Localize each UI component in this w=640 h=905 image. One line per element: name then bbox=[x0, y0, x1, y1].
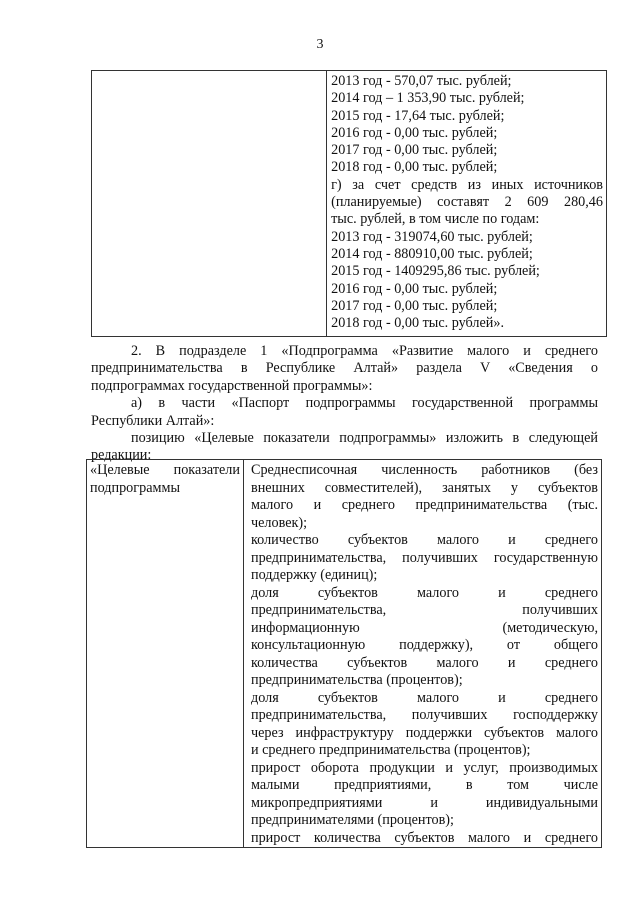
text-line: 2015 год - 17,64 тыс. рублей; bbox=[331, 107, 505, 124]
text-line: предпринимательства, получивших государственную bbox=[251, 549, 598, 566]
target-indicators-table bbox=[86, 459, 602, 848]
text-line: 2014 год – 1 353,90 тыс. рублей; bbox=[331, 90, 525, 107]
financing-table bbox=[91, 70, 607, 337]
text-line: малыми предприятиями, в том числе bbox=[251, 777, 598, 793]
table-cell-empty bbox=[92, 71, 327, 337]
text-line: тыс. рублей, в том числе по годам: bbox=[331, 211, 540, 228]
text-line: поддержку (единиц); bbox=[251, 567, 378, 583]
text-line: предпринимателями (процентов); bbox=[251, 812, 454, 828]
text-line: консультационную поддержку), от общего bbox=[251, 637, 598, 653]
indicator-label-cell bbox=[87, 460, 244, 848]
text-line: Среднесписочная численность работников (без bbox=[251, 462, 598, 478]
text-line: 2018 год - 0,00 тыс. рублей». bbox=[331, 315, 505, 332]
text-line: предпринимательства (процентов); bbox=[251, 672, 463, 688]
text-line: 2016 год - 0,00 тыс. рублей; bbox=[331, 280, 498, 297]
text-line: внешних совместителей), занятых у субъектов bbox=[251, 479, 598, 496]
page-number: 3 bbox=[316, 37, 324, 52]
paragraph-line: 2. В подразделе 1 «Подпрограмма «Развитие малого и среднего bbox=[131, 343, 598, 359]
financing-cell bbox=[327, 71, 607, 337]
text-line: подпрограммы bbox=[90, 479, 180, 496]
text-line: 2017 год - 0,00 тыс. рублей; bbox=[331, 297, 498, 314]
text-line: малого и среднего предпринимательства (тыс. bbox=[251, 497, 598, 513]
text-line: 2014 год - 880910,00 тыс. рублей; bbox=[331, 245, 533, 262]
text-line: 2015 год - 1409295,86 тыс. рублей; bbox=[331, 263, 540, 280]
text-line: (планируемые) составят 2 609 280,46 bbox=[331, 194, 603, 211]
text-line: прирост количества субъектов малого и среднего bbox=[251, 829, 598, 846]
indicator-values-cell bbox=[244, 460, 602, 848]
text-line: микропредприятиями и индивидуальными bbox=[251, 794, 598, 811]
text-line: доля субъектов малого и среднего bbox=[251, 689, 598, 706]
text-line: количество субъектов малого и среднего bbox=[251, 532, 598, 548]
paragraph-line: Республики Алтай»: bbox=[91, 412, 215, 429]
table-row bbox=[92, 71, 607, 337]
paragraph-line: редакции: bbox=[91, 447, 152, 464]
text-line: человек); bbox=[251, 514, 308, 531]
text-line: 2017 год - 0,00 тыс. рублей; bbox=[331, 142, 498, 159]
text-line: 2013 год - 319074,60 тыс. рублей; bbox=[331, 228, 533, 245]
text-line: предпринимательства, получивших bbox=[251, 602, 598, 618]
text-line: информационную (методическую, bbox=[251, 619, 598, 636]
text-line: и среднего предпринимательства (процентов); bbox=[251, 742, 531, 758]
text-line: 2018 год - 0,00 тыс. рублей; bbox=[331, 159, 498, 176]
amendment-paragraphs bbox=[91, 343, 598, 465]
text-line: 2013 год - 570,07 тыс. рублей; bbox=[331, 73, 512, 89]
paragraph-line: предпринимательства в Республике Алтай» раздела V «Сведения о bbox=[91, 360, 598, 377]
text-line: г) за счет средств из иных источников bbox=[331, 176, 603, 193]
paragraph-line: подпрограммах государственной программы»: bbox=[91, 377, 373, 394]
paragraph-line: позицию «Целевые показатели подпрограммы» изложить в следующей bbox=[131, 430, 598, 447]
table-row bbox=[87, 460, 602, 848]
text-line: 2016 год - 0,00 тыс. рублей; bbox=[331, 124, 498, 141]
text-line: предпринимательства, получивших господдержку bbox=[251, 707, 598, 723]
text-line: «Целевые показатели bbox=[90, 462, 240, 478]
text-line: доля субъектов малого и среднего bbox=[251, 584, 598, 601]
text-line: количества субъектов малого и среднего bbox=[251, 654, 598, 671]
text-line: прирост оборота продукции и услуг, производимых bbox=[251, 759, 598, 776]
text-line: через инфраструктуру поддержки субъектов малого bbox=[251, 724, 598, 741]
paragraph-line: а) в части «Паспорт подпрограммы государственной программы bbox=[131, 395, 598, 412]
